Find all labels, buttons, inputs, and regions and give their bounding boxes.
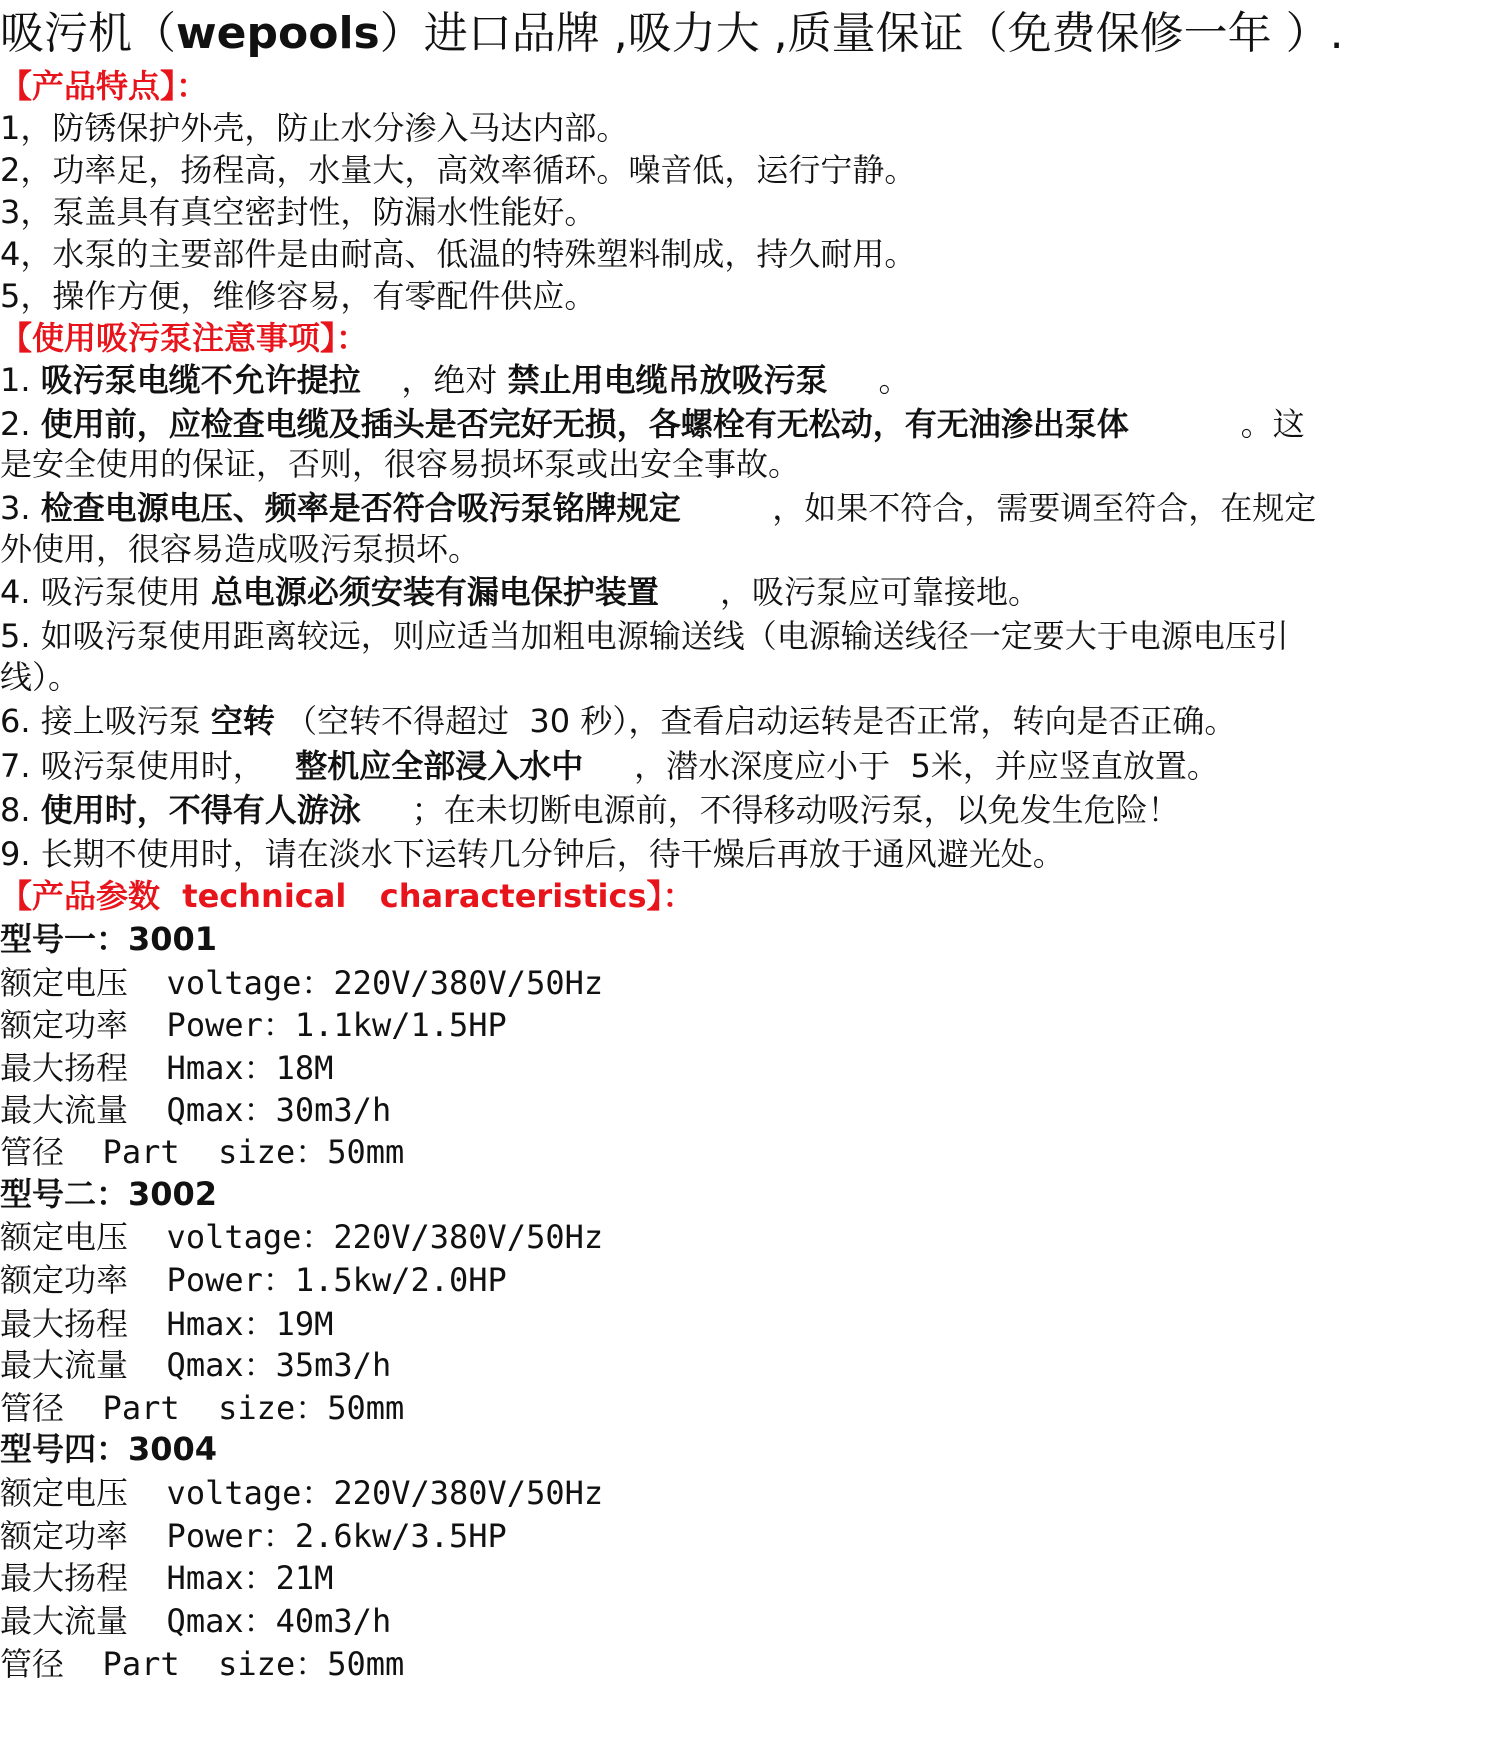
model-2-name: 型号二：3002 [0, 1175, 218, 1213]
note-3-text: ，如果不符合，需要调至符合，在规定 [680, 489, 1317, 527]
features-heading: 【产品特点】： [0, 67, 209, 105]
note-item-7 [0, 744, 1219, 788]
note-1-text-b: 。 [827, 361, 911, 399]
note-item-1 [0, 358, 910, 402]
note-2-text: 。这 [1128, 405, 1305, 443]
spec-label: 管径 [0, 1389, 65, 1427]
spec-value: Hmax：18M [128, 1049, 334, 1087]
model-3-spec-pipe [0, 1642, 404, 1686]
spec-value: Power：1.1kw/1.5HP [128, 1006, 507, 1044]
note-2-number: 2. [0, 405, 41, 443]
note-4-bold: 总电源必须安装有漏电保护装置 [210, 573, 659, 611]
note-1-number: 1. [0, 361, 41, 399]
note-7-text-b: ，潜水深度应小于 5米，并应竖直放置。 [583, 747, 1219, 785]
note-8-bold: 使用时，不得有人游泳 [40, 791, 361, 829]
note-2-bold: 使用前，应检查电缆及插头是否完好无损，各螺栓有无松动，有无油渗出泵体 [40, 405, 1129, 443]
spec-value: Qmax：40m3/h [128, 1602, 392, 1640]
note-7-text-a: 吸污泵使用时， [40, 747, 296, 785]
note-7-number: 7. [0, 747, 41, 785]
spec-label: 管径 [0, 1133, 65, 1171]
spec-value: Power：1.5kw/2.0HP [128, 1261, 507, 1299]
page-title [0, 4, 1344, 64]
spec-label: 最大流量 [0, 1091, 129, 1129]
note-1-text-a: ，绝对 [360, 361, 508, 399]
title-brand: wepools [176, 8, 380, 59]
note-item-2 [0, 402, 1305, 446]
spec-value: Part size：50mm [64, 1645, 405, 1683]
spec-value: Hmax：21M [128, 1559, 334, 1597]
model-3-spec-head [0, 1556, 333, 1600]
note-item-6 [0, 699, 1236, 743]
spec-label: 额定功率 [0, 1517, 129, 1555]
note-6-number: 6. [0, 702, 41, 740]
feature-item-5: 5，操作方便，维修容易，有零配件供应。 [0, 277, 597, 315]
note-item-5-continued: 线）。 [0, 658, 81, 696]
model-1-name: 型号一：3001 [0, 920, 218, 958]
model-1-spec-head [0, 1046, 333, 1090]
model-1-spec-pipe [0, 1130, 404, 1174]
model-1-spec-power [0, 1003, 507, 1047]
spec-label: 额定电压 [0, 1218, 129, 1256]
spec-value: voltage：220V/380V/50Hz [128, 1218, 604, 1256]
note-item-2-continued: 是安全使用的保证，否则，很容易损坏泵或出安全事故。 [0, 445, 801, 483]
spec-label: 最大流量 [0, 1602, 129, 1640]
spec-value: Qmax：35m3/h [128, 1346, 392, 1384]
note-item-3-continued: 外使用，很容易造成吸污泵损坏。 [0, 530, 481, 568]
spec-label: 额定功率 [0, 1006, 129, 1044]
feature-item-1: 1，防锈保护外壳，防止水分渗入马达内部。 [0, 109, 629, 147]
model-1-spec-flow [0, 1088, 391, 1132]
spec-label: 最大扬程 [0, 1305, 129, 1343]
notes-heading: 【使用吸污泵注意事项】： [0, 319, 369, 357]
spec-label: 最大扬程 [0, 1049, 129, 1087]
model-3-spec-voltage [0, 1471, 603, 1515]
spec-value: Part size：50mm [64, 1133, 405, 1171]
note-6-text-a: 接上吸污泵 [40, 702, 211, 740]
note-item-4 [0, 570, 1040, 614]
note-4-text-a: 吸污泵使用 [40, 573, 211, 611]
note-6-bold: 空转 [210, 702, 275, 740]
model-3-name: 型号四：3004 [0, 1430, 218, 1468]
title-prefix: 吸污机（ [0, 8, 176, 59]
model-3-spec-power [0, 1514, 507, 1558]
note-3-number: 3. [0, 489, 41, 527]
model-3-spec-flow [0, 1599, 391, 1643]
spec-value: voltage：220V/380V/50Hz [128, 1474, 604, 1512]
note-8-number: 8. [0, 791, 41, 829]
model-1-spec-voltage [0, 961, 603, 1005]
note-4-text-b: ，吸污泵应可靠接地。 [658, 573, 1040, 611]
feature-item-2: 2，功率足，扬程高，水量大，高效率循环。噪音低，运行宁静。 [0, 151, 917, 189]
spec-value: Power：2.6kw/3.5HP [128, 1517, 507, 1555]
note-7-bold: 整机应全部浸入水中 [295, 747, 584, 785]
note-8-text: ；在未切断电源前，不得移动吸污泵，以免发生危险！ [360, 791, 1180, 829]
note-4-number: 4. [0, 573, 41, 611]
model-2-spec-pipe [0, 1386, 404, 1430]
spec-value: voltage：220V/380V/50Hz [128, 964, 604, 1002]
feature-item-4: 4，水泵的主要部件是由耐高、低温的特殊塑料制成，持久耐用。 [0, 235, 917, 273]
note-1-bold-a: 吸污泵电缆不允许提拉 [40, 361, 361, 399]
spec-label: 额定电压 [0, 964, 129, 1002]
model-2-spec-voltage [0, 1215, 603, 1259]
spec-value: Part size：50mm [64, 1389, 405, 1427]
params-heading: 【产品参数 technical characteristics】： [0, 877, 695, 915]
note-item-5: 5. 如吸污泵使用距离较远，则应适当加粗电源输送线（电源输送线径一定要大于电源电压引 [0, 617, 1289, 655]
spec-label: 最大流量 [0, 1346, 129, 1384]
spec-value: Qmax：30m3/h [128, 1091, 392, 1129]
model-2-spec-flow [0, 1343, 391, 1387]
note-3-bold: 检查电源电压、频率是否符合吸污泵铭牌规定 [40, 489, 681, 527]
note-1-bold-b: 禁止用电缆吊放吸污泵 [507, 361, 828, 399]
spec-label: 额定功率 [0, 1261, 129, 1299]
model-2-spec-power [0, 1258, 507, 1302]
title-suffix: ）进口品牌 ,吸力大 ,质量保证（免费保修一年 ）. [379, 8, 1344, 59]
spec-label: 管径 [0, 1645, 65, 1683]
spec-value: Hmax：19M [128, 1305, 334, 1343]
note-item-9: 9. 长期不使用时，请在淡水下运转几分钟后，待干燥后再放于通风避光处。 [0, 835, 1065, 873]
note-item-3 [0, 486, 1316, 530]
spec-label: 最大扬程 [0, 1559, 129, 1597]
spec-label: 额定电压 [0, 1474, 129, 1512]
model-2-spec-head [0, 1302, 333, 1346]
note-6-text-b: （空转不得超过 30 秒），查看启动运转是否正常，转向是否正确。 [274, 702, 1237, 740]
feature-item-3: 3，泵盖具有真空密封性，防漏水性能好。 [0, 193, 597, 231]
note-item-8 [0, 788, 1180, 832]
